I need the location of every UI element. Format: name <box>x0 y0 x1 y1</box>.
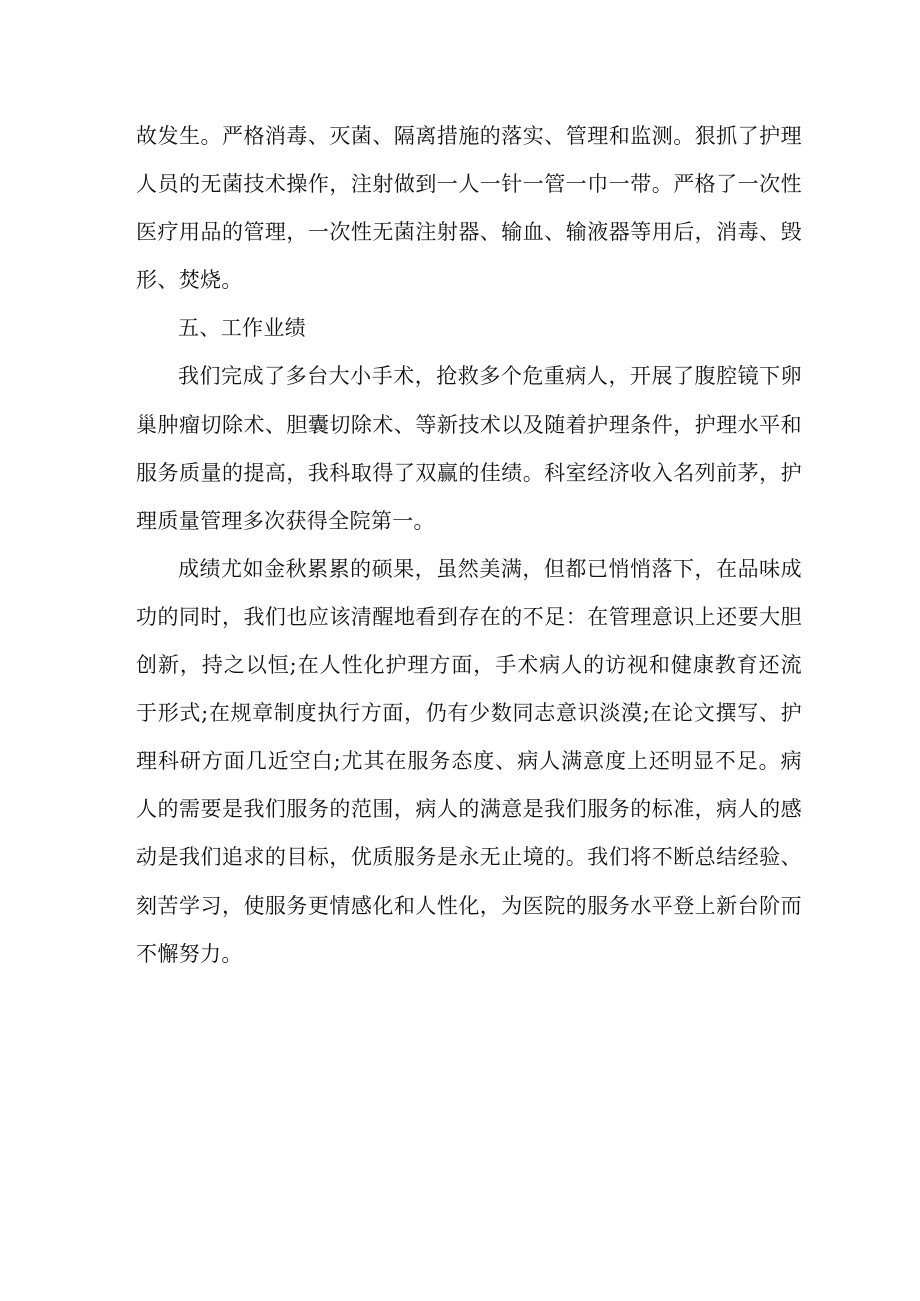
section-heading: 五、工作业绩 <box>178 316 307 341</box>
paragraph-continuation: 故发生。严格消毒、灭菌、隔离措施的落实、管理和监测。狠抓了护理人员的无菌技术操作，注射做到一人一针一管一巾一带。严格了一次性医疗用品的管理，一次性无菌注射器、输血、输液器等用后，消毒、毁形、焚烧。 <box>136 124 802 293</box>
document-body <box>136 112 802 978</box>
paragraph-shortcomings: 成绩尤如金秋累累的硕果，虽然美满，但都已悄悄落下，在品味成功的同时，我们也应该清醒地看到存在的不足：在管理意识上还要大胆创新，持之以恒;在人性化护理方面，手术病人的访视和健康教育还流于形式;在规章制度执行方面，仍有少数同志意识淡漠;在论文撰写、护理科研方面几近空白;尤其在服务态度、病人满意度上还明显不足。病人的需要是我们服务的范围，病人的满意是我们服务的标准，病人的感动是我们追求的目标，优质服务是永无止境的。我们将不断总结经验、刻苦学习，使服务更情感化和人性化，为医院的服务水平登上新台阶而不懈努力。 <box>136 556 802 966</box>
paragraph-achievements: 我们完成了多台大小手术，抢救多个危重病人，开展了腹腔镜下卵巢肿瘤切除术、胆囊切除术、等新技术以及随着护理条件，护理水平和服务质量的提高，我科取得了双赢的佳绩。科室经济收入名列前茅，护理质量管理多次获得全院第一。 <box>136 364 802 533</box>
